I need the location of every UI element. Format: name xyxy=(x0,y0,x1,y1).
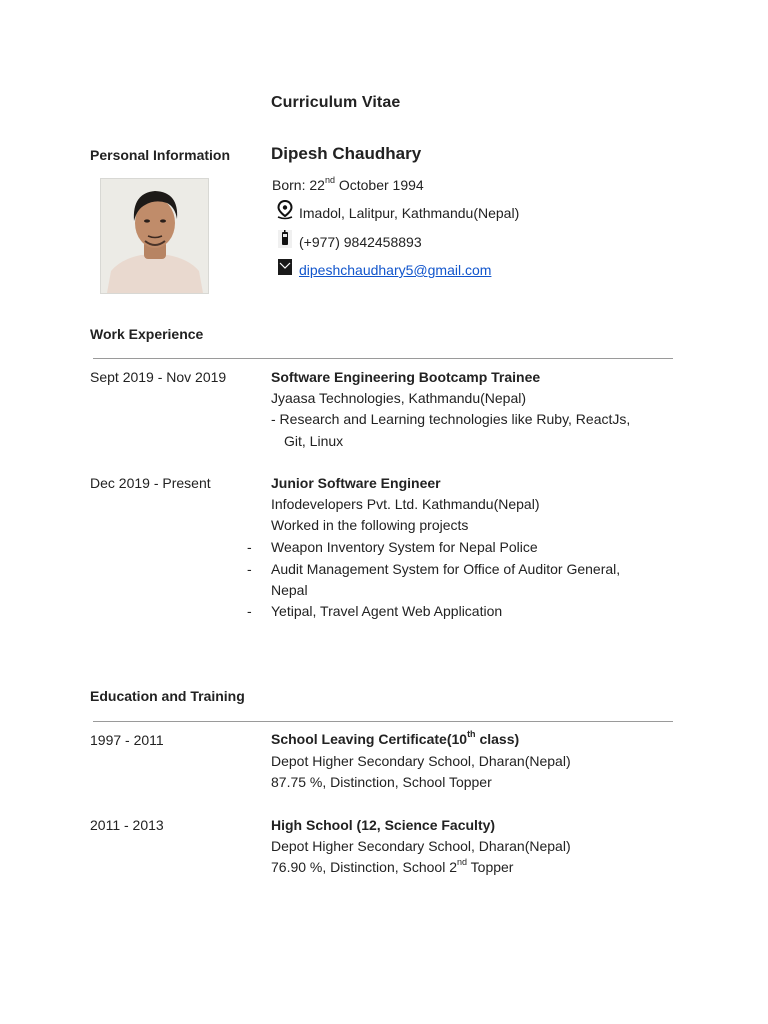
envelope-icon xyxy=(276,257,294,277)
phone-number: (+977) 9842458893 xyxy=(299,234,422,250)
mobile-phone-icon xyxy=(276,229,294,249)
education-heading: Education and Training xyxy=(90,688,245,704)
section-divider xyxy=(93,721,673,722)
qualification-result: 87.75 %, Distinction, School Topper xyxy=(271,774,492,790)
job-title: Junior Software Engineer xyxy=(271,475,441,491)
work-date: Dec 2019 - Present xyxy=(90,475,211,491)
list-bullet: - xyxy=(247,539,252,555)
job-intro: Worked in the following projects xyxy=(271,517,469,533)
project-item: Audit Management System for Office of Auditor General, xyxy=(271,561,621,577)
project-item: Weapon Inventory System for Nepal Police xyxy=(271,539,538,555)
list-bullet: - xyxy=(247,561,252,577)
project-item: Yetipal, Travel Agent Web Application xyxy=(271,603,503,619)
school-name: Depot Higher Secondary School, Dharan(Nepal) xyxy=(271,753,571,769)
profile-photo xyxy=(100,178,209,294)
work-date: Sept 2019 - Nov 2019 xyxy=(90,369,227,385)
address: Imadol, Lalitpur, Kathmandu(Nepal) xyxy=(299,205,520,221)
birth-date: Born: 22nd October 1994 xyxy=(272,175,424,193)
job-detail: - Research and Learning technologies like Ruby, ReactJs, xyxy=(271,411,631,427)
education-date: 2011 - 2013 xyxy=(90,817,164,833)
location-pin-icon xyxy=(276,200,294,220)
document-title: Curriculum Vitae xyxy=(271,94,401,111)
section-divider xyxy=(93,358,673,359)
school-name: Depot Higher Secondary School, Dharan(Nepal) xyxy=(271,838,571,854)
list-bullet: - xyxy=(247,603,252,619)
qualification-result: 76.90 %, Distinction, School 2nd Topper xyxy=(271,857,514,875)
person-name: Dipesh Chaudhary xyxy=(271,144,422,163)
job-detail: Git, Linux xyxy=(284,433,344,449)
project-item-continued: Nepal xyxy=(271,582,308,598)
employer: Jyaasa Technologies, Kathmandu(Nepal) xyxy=(271,390,527,406)
qualification-title: High School (12, Science Faculty) xyxy=(271,817,496,833)
personal-info-heading: Personal Information xyxy=(90,147,231,163)
qualification-title: School Leaving Certificate(10th class) xyxy=(271,729,520,747)
job-title: Software Engineering Bootcamp Trainee xyxy=(271,369,541,385)
email-link[interactable]: dipeshchaudhary5@gmail.com xyxy=(299,262,492,278)
education-date: 1997 - 2011 xyxy=(90,732,164,748)
work-experience-heading: Work Experience xyxy=(90,326,204,342)
employer: Infodevelopers Pvt. Ltd. Kathmandu(Nepal) xyxy=(271,496,540,512)
